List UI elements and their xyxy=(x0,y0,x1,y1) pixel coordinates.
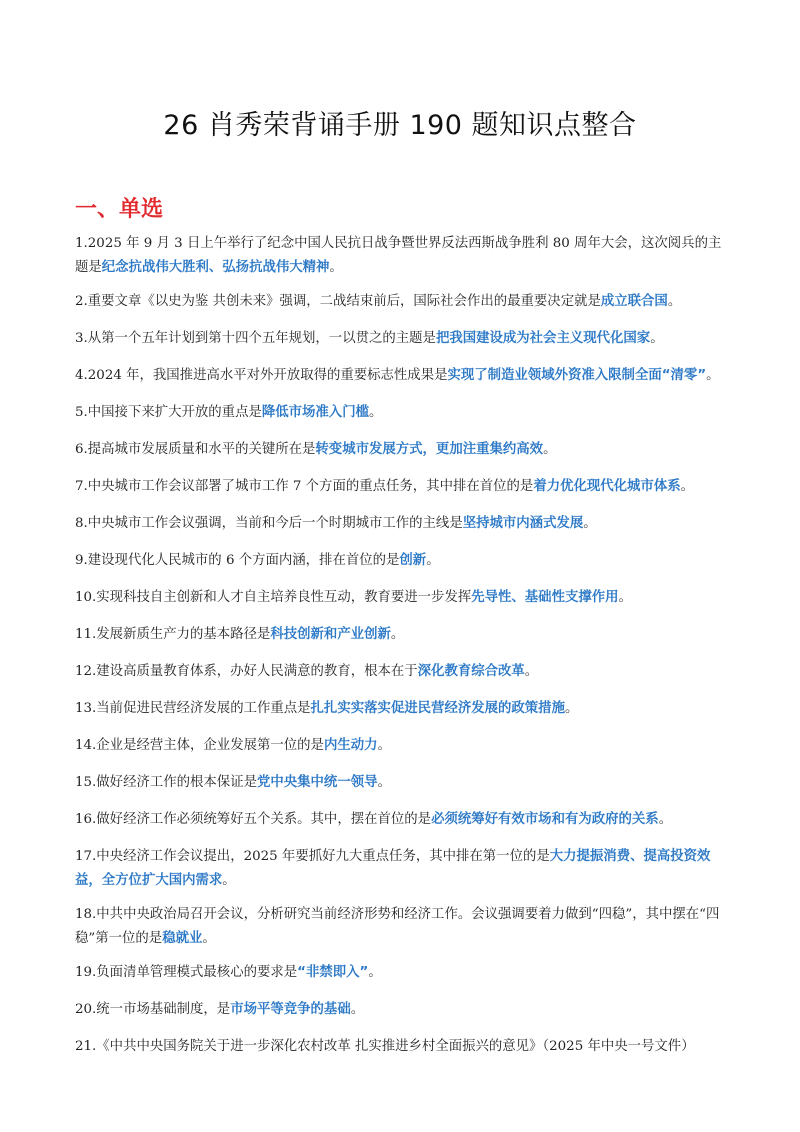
list-item xyxy=(75,475,727,499)
question-text: 20.统一市场基础制度，是 xyxy=(75,1002,231,1017)
list-item xyxy=(75,549,727,573)
question-end-punct: 。 xyxy=(390,627,405,642)
question-text: 6.提高城市发展质量和水平的关键所在是 xyxy=(75,442,316,457)
answer-highlight: 降低市场准入门槛 xyxy=(261,405,369,420)
question-end-punct: 。 xyxy=(426,553,440,568)
question-text: 8.中央城市工作会议强调，当前和今后一个时期城市工作的主线是 xyxy=(75,516,463,531)
question-end-punct: 。 xyxy=(583,516,597,531)
list-item xyxy=(75,961,727,985)
question-text: 18.中共中央政治局召开会议，分析研究当前经济形势和经济工作。会议强调要着力做到“四稳”，其中摆在“四稳”第一位的是 xyxy=(75,907,720,946)
list-item xyxy=(75,903,727,951)
question-end-punct: 。 xyxy=(377,738,391,753)
question-text: 17.中央经济工作会议提出，2025 年要抓好九大重点任务，其中排在第一位的是 xyxy=(75,849,550,864)
list-item xyxy=(75,808,727,832)
question-end-punct: 。 xyxy=(564,701,579,716)
question-end-punct: 。 xyxy=(650,331,664,346)
question-list xyxy=(75,232,727,1072)
answer-highlight: 扎扎实实落实促进民营经济发展的政策措施 xyxy=(310,701,565,716)
list-item xyxy=(75,586,727,610)
answer-highlight: 纪念抗战伟大胜利、弘扬抗战伟大精神 xyxy=(101,260,330,275)
list-item xyxy=(75,734,727,758)
question-text: 14.企业是经营主体，企业发展第一位的是 xyxy=(75,738,324,753)
question-end-punct: 。 xyxy=(368,405,383,420)
question-text: 16.做好经济工作必须统筹好五个关系。其中，摆在首位的是 xyxy=(75,812,432,827)
answer-highlight: 转变城市发展方式，更加注重集约高效 xyxy=(315,442,544,457)
list-item xyxy=(75,364,727,388)
question-end-punct: 。 xyxy=(658,812,673,827)
section-heading: 一、单选 xyxy=(75,197,164,222)
question-end-punct: 。 xyxy=(680,479,694,494)
question-end-punct: 。 xyxy=(368,965,382,980)
question-end-punct: 。 xyxy=(350,1002,365,1017)
list-item xyxy=(75,771,727,795)
list-item xyxy=(75,232,727,280)
question-text: 19.负面清单管理模式最核心的要求是 xyxy=(75,965,298,980)
answer-highlight: 先导性、基础性支撑作用 xyxy=(471,590,619,605)
question-end-punct: 。 xyxy=(524,664,539,679)
list-item xyxy=(75,998,727,1022)
question-end-punct: 。 xyxy=(667,294,682,309)
list-item xyxy=(75,327,727,351)
question-text: 3.从第一个五年计划到第十四个五年规划，一以贯之的主题是 xyxy=(75,331,436,346)
answer-highlight: 坚持城市内涵式发展 xyxy=(462,516,584,531)
question-text: 9.建设现代化人民城市的 6 个方面内涵，排在首位的是 xyxy=(75,553,400,568)
question-text: 2.重要文章《以史为鉴 共创未来》强调，二战结束前后，国际社会作出的最重要决定就是 xyxy=(75,294,601,309)
question-end-punct: 。 xyxy=(706,368,720,383)
question-text: 5.中国接下来扩大开放的重点是 xyxy=(75,405,262,420)
list-item xyxy=(75,438,727,462)
answer-highlight: 稳就业 xyxy=(162,931,203,946)
answer-highlight: 实现了制造业领域外资准入限制全面“清零” xyxy=(447,368,707,383)
answer-highlight: 内生动力 xyxy=(323,738,378,753)
answer-highlight: 大力提振消费、提高投资效益，全方位扩大国内需求 xyxy=(75,849,711,888)
question-text: 10.实现科技自主创新和人才自主培养良性互动，教育要进一步发挥 xyxy=(75,590,472,605)
list-item xyxy=(75,1035,727,1059)
question-text: 4.2024 年，我国推进高水平对外开放取得的重要标志性成果是 xyxy=(75,368,448,383)
answer-highlight: 党中央集中统一领导 xyxy=(256,775,378,790)
question-text: 11.发展新质生产力的基本路径是 xyxy=(75,627,271,642)
question-text: 7.中央城市工作会议部署了城市工作 7 个方面的重点任务，其中排在首位的是 xyxy=(75,479,534,494)
answer-highlight: 成立联合国 xyxy=(600,294,668,309)
list-item xyxy=(75,623,727,647)
page-title: 26 肖秀荣背诵手册 190 题知识点整合 xyxy=(163,110,637,141)
answer-highlight: 市场平等竞争的基础 xyxy=(230,1002,351,1017)
question-text: 12.建设高质量教育体系，办好人民满意的教育，根本在于 xyxy=(75,664,418,679)
question-text: 15.做好经济工作的根本保证是 xyxy=(75,775,257,790)
answer-highlight: 创新 xyxy=(399,553,427,568)
answer-highlight: 把我国建设成为社会主义现代化国家 xyxy=(435,331,651,346)
question-end-punct: 。 xyxy=(222,873,236,888)
list-item xyxy=(75,660,727,684)
list-item xyxy=(75,845,727,893)
question-text: 21.《中共中央国务院关于进一步深化农村改革 扎实推进乡村全面振兴的意见》（2025 年中央一号文件） xyxy=(75,1039,695,1054)
question-text: 1.2025 年 9 月 3 日上午举行了纪念中国人民抗日战争暨世界反法西斯战争胜利 80 周年大会，这次阅兵的主题是 xyxy=(75,236,722,275)
question-text: 13.当前促进民营经济发展的工作重点是 xyxy=(75,701,311,716)
question-end-punct: 。 xyxy=(618,590,632,605)
list-item xyxy=(75,290,727,314)
answer-highlight: 深化教育综合改革 xyxy=(417,664,525,679)
question-end-punct: 。 xyxy=(202,931,216,946)
question-end-punct: 。 xyxy=(377,775,391,790)
answer-highlight: 着力优化现代化城市体系 xyxy=(533,479,681,494)
question-end-punct: 。 xyxy=(543,442,557,457)
list-item xyxy=(75,697,727,721)
list-item xyxy=(75,401,727,425)
answer-highlight: “非禁即入” xyxy=(297,965,369,980)
question-end-punct: 。 xyxy=(329,260,343,275)
answer-highlight: 必须统筹好有效市场和有为政府的关系 xyxy=(431,812,659,827)
answer-highlight: 科技创新和产业创新 xyxy=(270,627,391,642)
list-item xyxy=(75,512,727,536)
